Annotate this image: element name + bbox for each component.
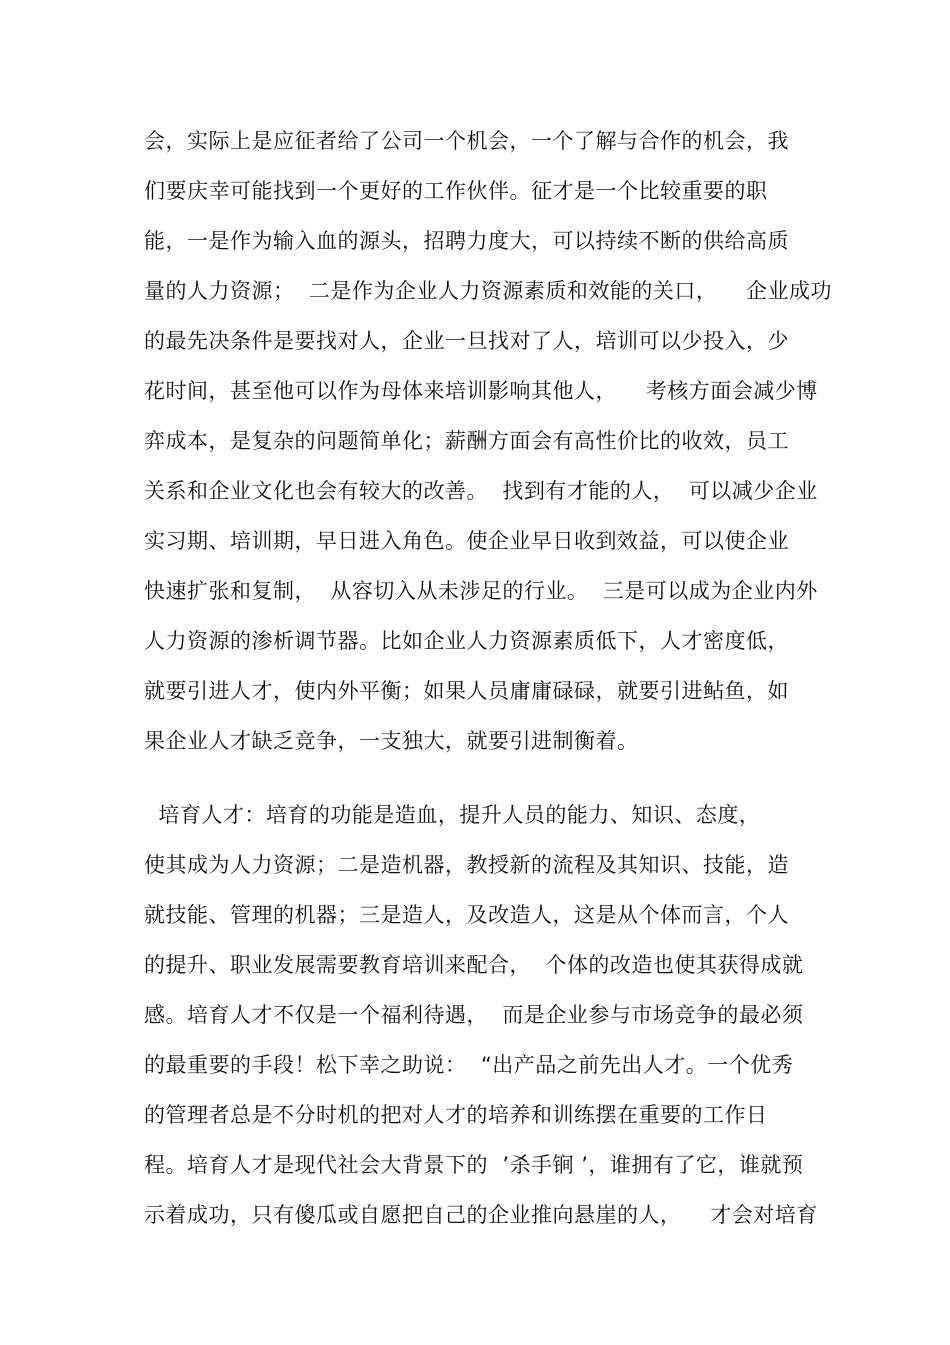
text-line: 实习期、培训期，早日进入角色。使企业早日收到效益，可以使企业 — [144, 529, 789, 553]
text-line: 人力资源的渗析调节器。比如企业人力资源素质低下，人才密度低， — [144, 629, 789, 653]
text-line: 量的人力资源； 二是作为企业人力资源素质和效能的关口， 企业成功 — [144, 279, 833, 303]
text-line: 示着成功，只有傻瓜或自愿把自己的企业推向悬崖的人， 才会对培育 — [144, 1203, 818, 1227]
text-line: 培育人才：培育的功能是造血，提升人员的能力、知识、态度， — [144, 803, 761, 827]
text-line: 感。培育人才不仅是一个福利待遇， 而是企业参与市场竞争的最必须 — [144, 1003, 804, 1027]
text-line: 会，实际上是应征者给了公司一个机会，一个了解与合作的机会，我 — [144, 129, 789, 153]
text-line: 弈成本，是复杂的问题简单化；薪酬方面会有高性价比的收效，员工 — [144, 429, 789, 453]
text-line: 的提升、职业发展需要教育培训来配合， 个体的改造也使其获得成就 — [144, 953, 804, 977]
text-line: 关系和企业文化也会有较大的改善。 找到有才能的人， 可以减少企业 — [144, 479, 818, 503]
text-line: 的最重要的手段！松下幸之助说： “出产品之前先出人才。一个优秀 — [144, 1053, 794, 1077]
text-line: 果企业人才缺乏竞争，一支独大，就要引进制衡着。 — [144, 729, 639, 753]
text-line: 快速扩张和复制， 从容切入从未涉足的行业。 三是可以成为企业内外 — [144, 579, 818, 603]
text-line: 花时间，甚至他可以作为母体来培训影响其他人， 考核方面会减少博 — [144, 379, 818, 403]
text-line: 程。培育人才是现代社会大背景下的 ’杀手锏 ’，谁拥有了它，谁就预 — [144, 1153, 804, 1177]
text-line: 的管理者总是不分时机的把对人才的培养和训练摆在重要的工作日 — [144, 1103, 768, 1127]
text-line: 的最先决条件是要找对人，企业一旦找对了人，培训可以少投入，少 — [144, 329, 789, 353]
text-line: 能，一是作为输入血的源头，招聘力度大，可以持续不断的供给高质 — [144, 229, 789, 253]
text-line: 就技能、管理的机器；三是造人，及改造人，这是从个体而言，个人 — [144, 903, 789, 927]
text-line: 们要庆幸可能找到一个更好的工作伙伴。征才是一个比较重要的职 — [144, 179, 768, 203]
text-line: 就要引进人才，使内外平衡；如果人员庸庸碌碌，就要引进鲇鱼，如 — [144, 679, 789, 703]
text-line: 使其成为人力资源；二是造机器，教授新的流程及其知识、技能，造 — [144, 853, 789, 877]
